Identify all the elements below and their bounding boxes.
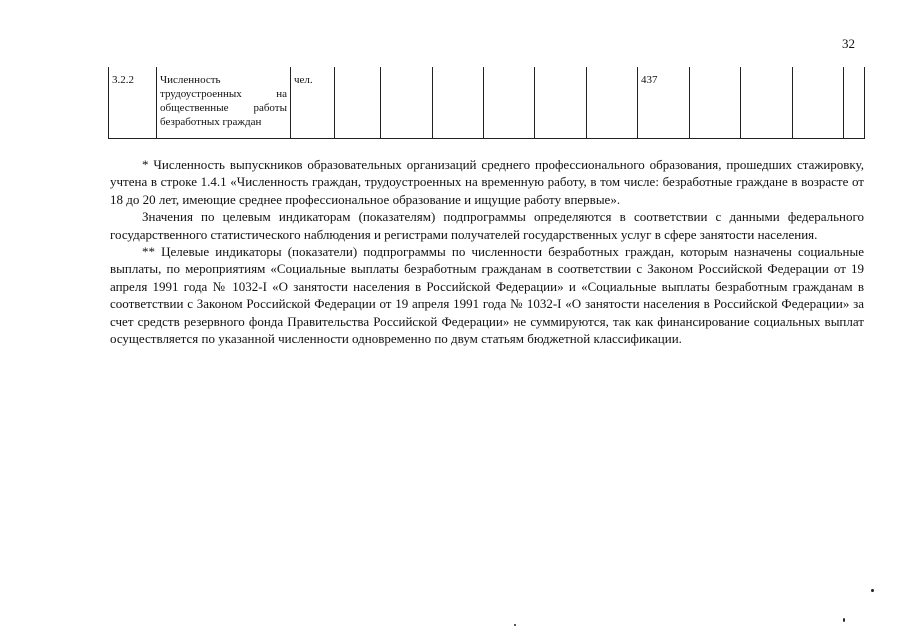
value-cell: 437: [638, 67, 690, 139]
empty-cell: [335, 67, 381, 139]
footnote-3: ** Целевые индикаторы (показатели) подпрограммы по численности безработных граждан, которым назначены социальные выплаты, по мероприятиям «Социальные выплаты безработным гражданам в соответствии с Законом Российской Федерации от 19 апреля 1991 года № 1032-I «О занятости населения в Российской Федерации» и «Социальные выплаты безработным гражданам в соответствии с Законом Российской Федерации от 19 апреля 1991 года № 1032-I «О занятости населения в Российской Федерации» за счет средств резервного фонда Правительства Российской Федерации» не суммируются, так как финансирование социальных выплат осуществляется по указанной численности одновременно по двум статьям бюджетной классификации.: [110, 244, 864, 347]
unit-cell: чел.: [291, 67, 335, 139]
scan-speck: [871, 589, 874, 592]
empty-cell: [793, 67, 844, 139]
row-number-cell: 3.2.2: [109, 67, 157, 139]
scan-speck: [514, 624, 516, 626]
empty-cell: [690, 67, 741, 139]
page-number: 32: [842, 36, 855, 51]
footnote-1: * Численность выпускников образовательных организаций среднего профессионального образования, прошедших стажировку, учтена в строке 1.4.1 «Численность граждан, трудоустроенных на временную работу, в том числе: безработные граждане в возрасте от 18 до 20 лет, имеющие среднее профессиональное образование и ищущие работу впервые».: [110, 157, 864, 207]
indicators-table: [108, 67, 865, 139]
indicator-name-cell: Численность трудоустроенных на общественные работы безработных граждан: [157, 67, 291, 139]
footnote-2: Значения по целевым индикаторам (показателям) подпрограммы определяются в соответствии с данными федерального государственного статистического наблюдения и регистрами получателей государственных услуг в сфере занятости населения.: [110, 209, 864, 242]
empty-cell: [741, 67, 793, 139]
empty-cell: [381, 67, 433, 139]
empty-cell: [587, 67, 638, 139]
empty-cell: [484, 67, 535, 139]
scan-speck: [843, 618, 845, 622]
footnotes: [110, 156, 864, 347]
table-row: [109, 67, 865, 139]
empty-cell: [535, 67, 587, 139]
empty-cell: [433, 67, 484, 139]
empty-cell: [844, 67, 865, 139]
